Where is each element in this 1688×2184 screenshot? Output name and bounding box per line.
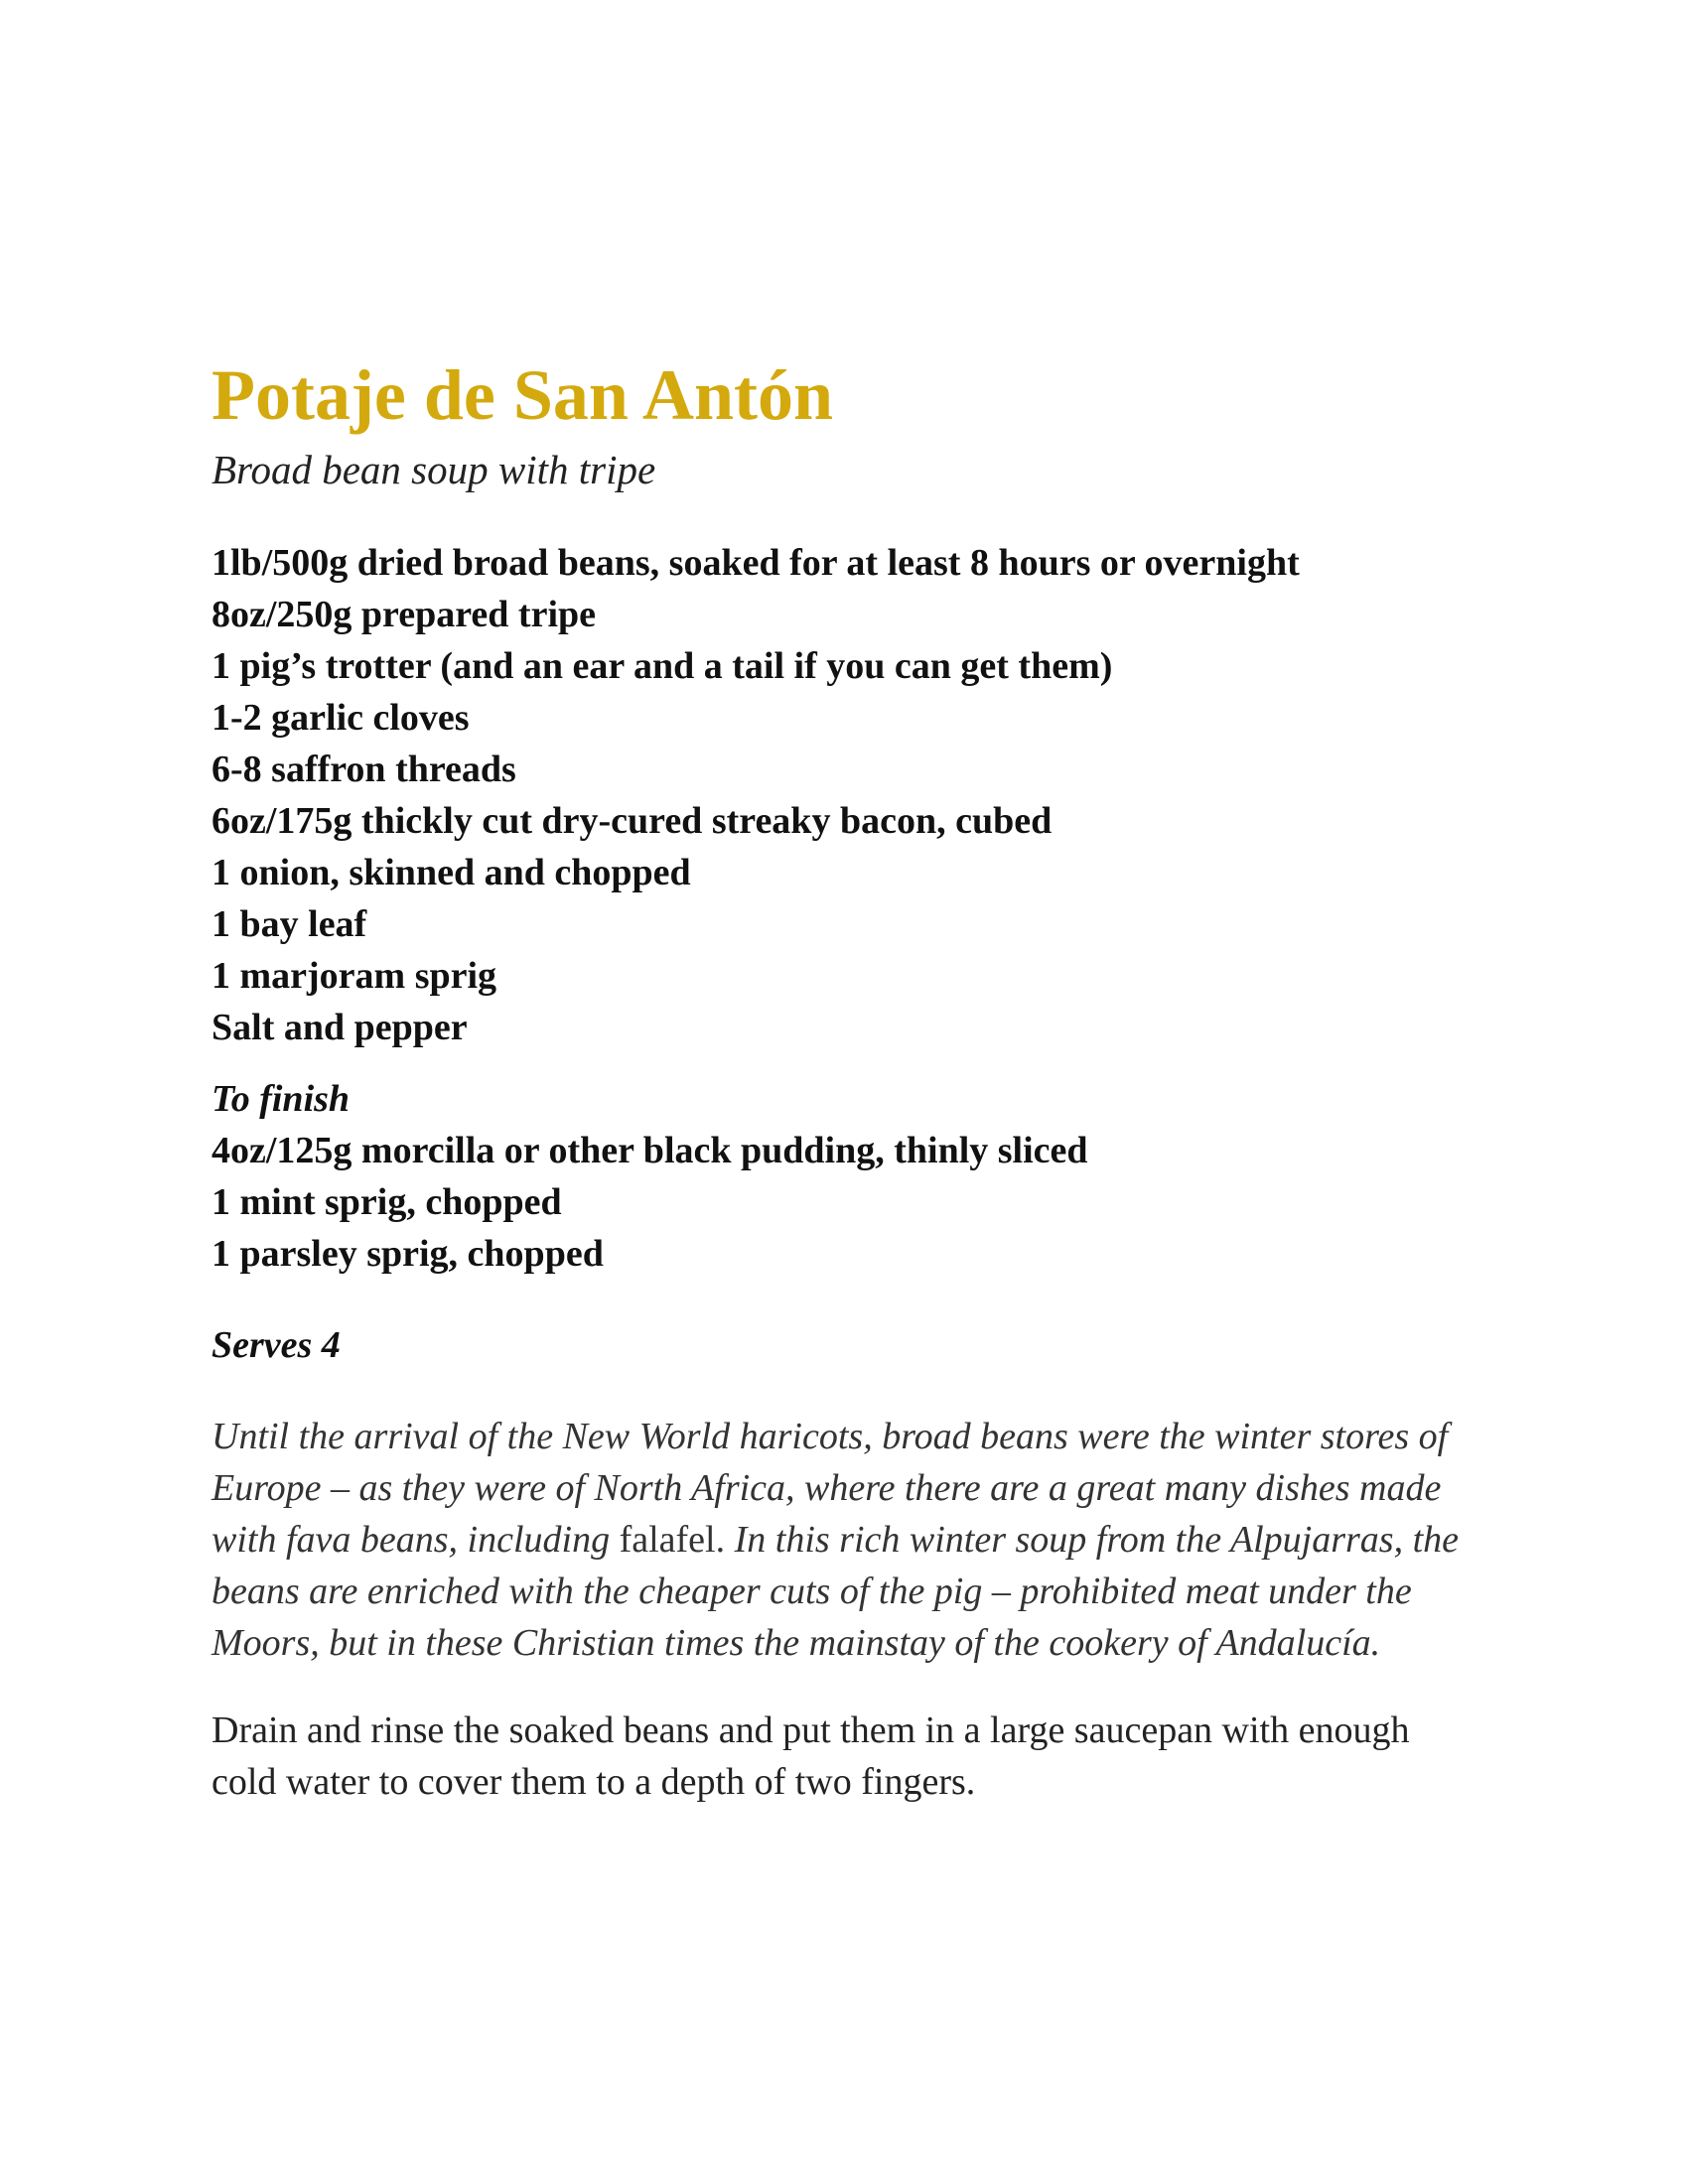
ingredient-item: 1 onion, skinned and chopped — [211, 852, 691, 893]
ingredient-item: Salt and pepper — [211, 1007, 468, 1048]
ingredient-item: 1 bay leaf — [211, 903, 367, 945]
intro-text-part2: In this rich winter soup from the Alpujarras, the beans are enriched with the cheaper cuts of the pig – prohibited meat under the Moors, but in these Christian times the mainstay of the cookery of Andalucía. — [211, 1519, 1460, 1664]
ingredient-list — [211, 537, 1502, 1053]
ingredient-item: 6oz/175g thickly cut dry-cured streaky bacon, cubed — [211, 800, 1053, 842]
ingredient-item: 1lb/500g dried broad beans, soaked for at least 8 hours or overnight — [211, 542, 1300, 584]
ingredient-item: 8oz/250g prepared tripe — [211, 594, 596, 635]
recipe-title: Potaje de San Antón — [211, 355, 834, 435]
finish-item: 1 parsley sprig, chopped — [211, 1233, 604, 1275]
intro-text-part1: Until the arrival of the New World haricots, broad beans were the winter stores of Europe – as they were of North Africa, where there are a great many dishes made with fava beans, including — [211, 1416, 1449, 1561]
ingredient-item: 1 pig’s trotter (and an ear and a tail if you can get them) — [211, 645, 1113, 687]
finish-list — [211, 1125, 1502, 1280]
recipe-subtitle: Broad bean soup with tripe — [211, 447, 656, 492]
recipe-page — [211, 352, 1502, 1808]
finish-item: 4oz/125g morcilla or other black pudding, thinly sliced — [211, 1130, 1088, 1171]
finish-heading: To finish — [211, 1078, 351, 1120]
ingredient-item: 6-8 saffron threads — [211, 749, 516, 790]
finish-item: 1 mint sprig, chopped — [211, 1181, 562, 1223]
intro-paragraph — [211, 1411, 1482, 1669]
ingredient-item: 1 marjoram sprig — [211, 955, 497, 997]
ingredient-item: 1-2 garlic cloves — [211, 697, 470, 739]
intro-roman-word: falafel. — [619, 1519, 726, 1561]
serves-line: Serves 4 — [211, 1324, 341, 1366]
method-paragraph: Drain and rinse the soaked beans and put them in a large saucepan with enough cold water to cover them to a depth of two fingers. — [211, 1709, 1410, 1803]
